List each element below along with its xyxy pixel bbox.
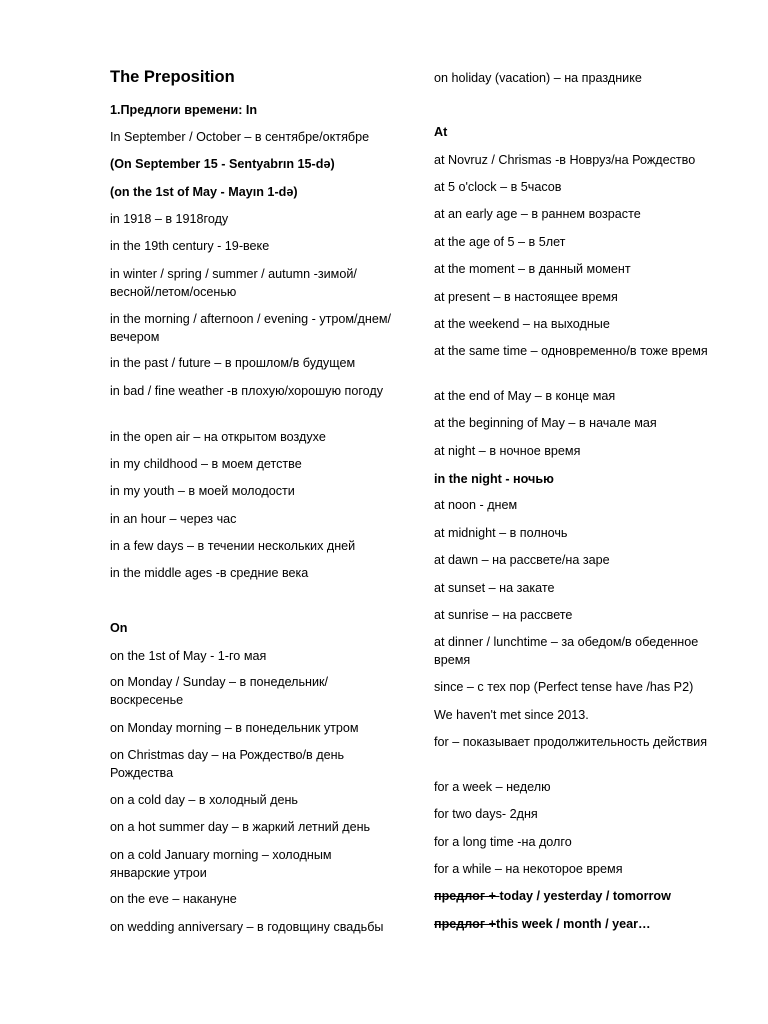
list-item: in my childhood – в моем детстве (110, 457, 302, 471)
list-item: in the morning / afternoon / evening - утром/днем/вечером (110, 312, 392, 344)
list-item: in the past / future – в прошлом/в будущем (110, 356, 356, 370)
list-item: in the open air – на открытом воздухе (110, 430, 326, 444)
list-item: on Monday morning – в понедельник утром (110, 721, 359, 735)
list-item: (on the 1st of May - Mayın 1-də) (110, 185, 298, 199)
bold-text: today / yesterday / tomorrow (499, 889, 671, 903)
list-item: on wedding anniversary – в годовщину свадьбы (110, 920, 384, 934)
list-item: in the 19th century - 19-веке (110, 239, 270, 253)
section-heading-on: On (110, 621, 128, 635)
list-item: at dinner / lunchtime – за обедом/в обеденное время (434, 635, 699, 667)
list-item: at the weekend – на выходные (434, 317, 610, 331)
list-item: (On September 15 - Sentyabrın 15-də) (110, 157, 335, 171)
list-item: at sunset – на закате (434, 581, 555, 595)
list-item: on a hot summer day – в жаркий летний день (110, 820, 371, 834)
list-item: at midnight – в полночь (434, 526, 568, 540)
list-item: at night – в ночное время (434, 444, 581, 458)
list-item: for a while – на некоторое время (434, 862, 623, 876)
list-item: at the moment – в данный момент (434, 262, 631, 276)
list-item: for two days- 2дня (434, 807, 538, 821)
page-title: The Preposition (110, 68, 235, 86)
list-item: We haven't met since 2013. (434, 708, 589, 722)
list-item (434, 915, 734, 933)
list-item: on the 1st of May - 1-го мая (110, 649, 267, 663)
list-item: in an hour – через час (110, 512, 237, 526)
list-item: at the end of May – в конце мая (434, 389, 616, 403)
list-item: for a long time -на долго (434, 835, 572, 849)
list-item: In September / October – в сентябре/октябре (110, 130, 370, 144)
list-item (434, 887, 734, 905)
list-item: at the same time – одновременно/в тоже время (434, 344, 708, 358)
list-item: at an early age – в раннем возрасте (434, 207, 641, 221)
list-item: at the beginning of May – в начале мая (434, 416, 657, 430)
list-item: at sunrise – на рассвете (434, 608, 573, 622)
list-item: at the age of 5 – в 5лет (434, 235, 566, 249)
bold-text: this week / month / year… (495, 917, 651, 931)
list-item: since – с тех пор (Perfect tense have /has P2) (434, 680, 694, 694)
struck-text: предлог + (434, 917, 496, 931)
section-heading-in: 1.Предлоги времени: In (110, 103, 258, 117)
list-item: in a few days – в течении нескольких дней (110, 539, 356, 553)
list-item: at dawn – на рассвете/на заре (434, 553, 610, 567)
list-item: in the middle ages -в средние века (110, 566, 309, 580)
list-item: on Christmas day – на Рождество/в день Рождества (110, 748, 345, 780)
list-item: in winter / spring / summer / autumn -зимой/весной/летом/осенью (110, 267, 357, 299)
list-item: on the eve – накануне (110, 892, 237, 906)
list-item: at Novruz / Chrismas -в Новруз/на Рождество (434, 153, 696, 167)
list-item: for – показывает продолжительность действия (434, 735, 708, 749)
list-item: at 5 o'clock – в 5часов (434, 180, 562, 194)
list-item: in my youth – в моей молодости (110, 484, 295, 498)
list-item: on a cold January morning – холодным январские утрои (110, 848, 332, 880)
list-item: in the night - ночью (434, 472, 554, 486)
list-item: on Monday / Sunday – в понедельник/воскресенье (110, 675, 329, 707)
list-item: on holiday (vacation) – на празднике (434, 71, 642, 85)
list-item: on a cold day – в холодный день (110, 793, 298, 807)
section-heading-at: At (434, 125, 448, 139)
list-item: in bad / fine weather -в плохую/хорошую погоду (110, 384, 384, 398)
list-item: at present – в настоящее время (434, 290, 618, 304)
list-item: at noon - днем (434, 498, 518, 512)
list-item: in 1918 – в 1918году (110, 212, 229, 226)
list-item: for a week – неделю (434, 780, 551, 794)
struck-text: предлог + (434, 889, 500, 903)
